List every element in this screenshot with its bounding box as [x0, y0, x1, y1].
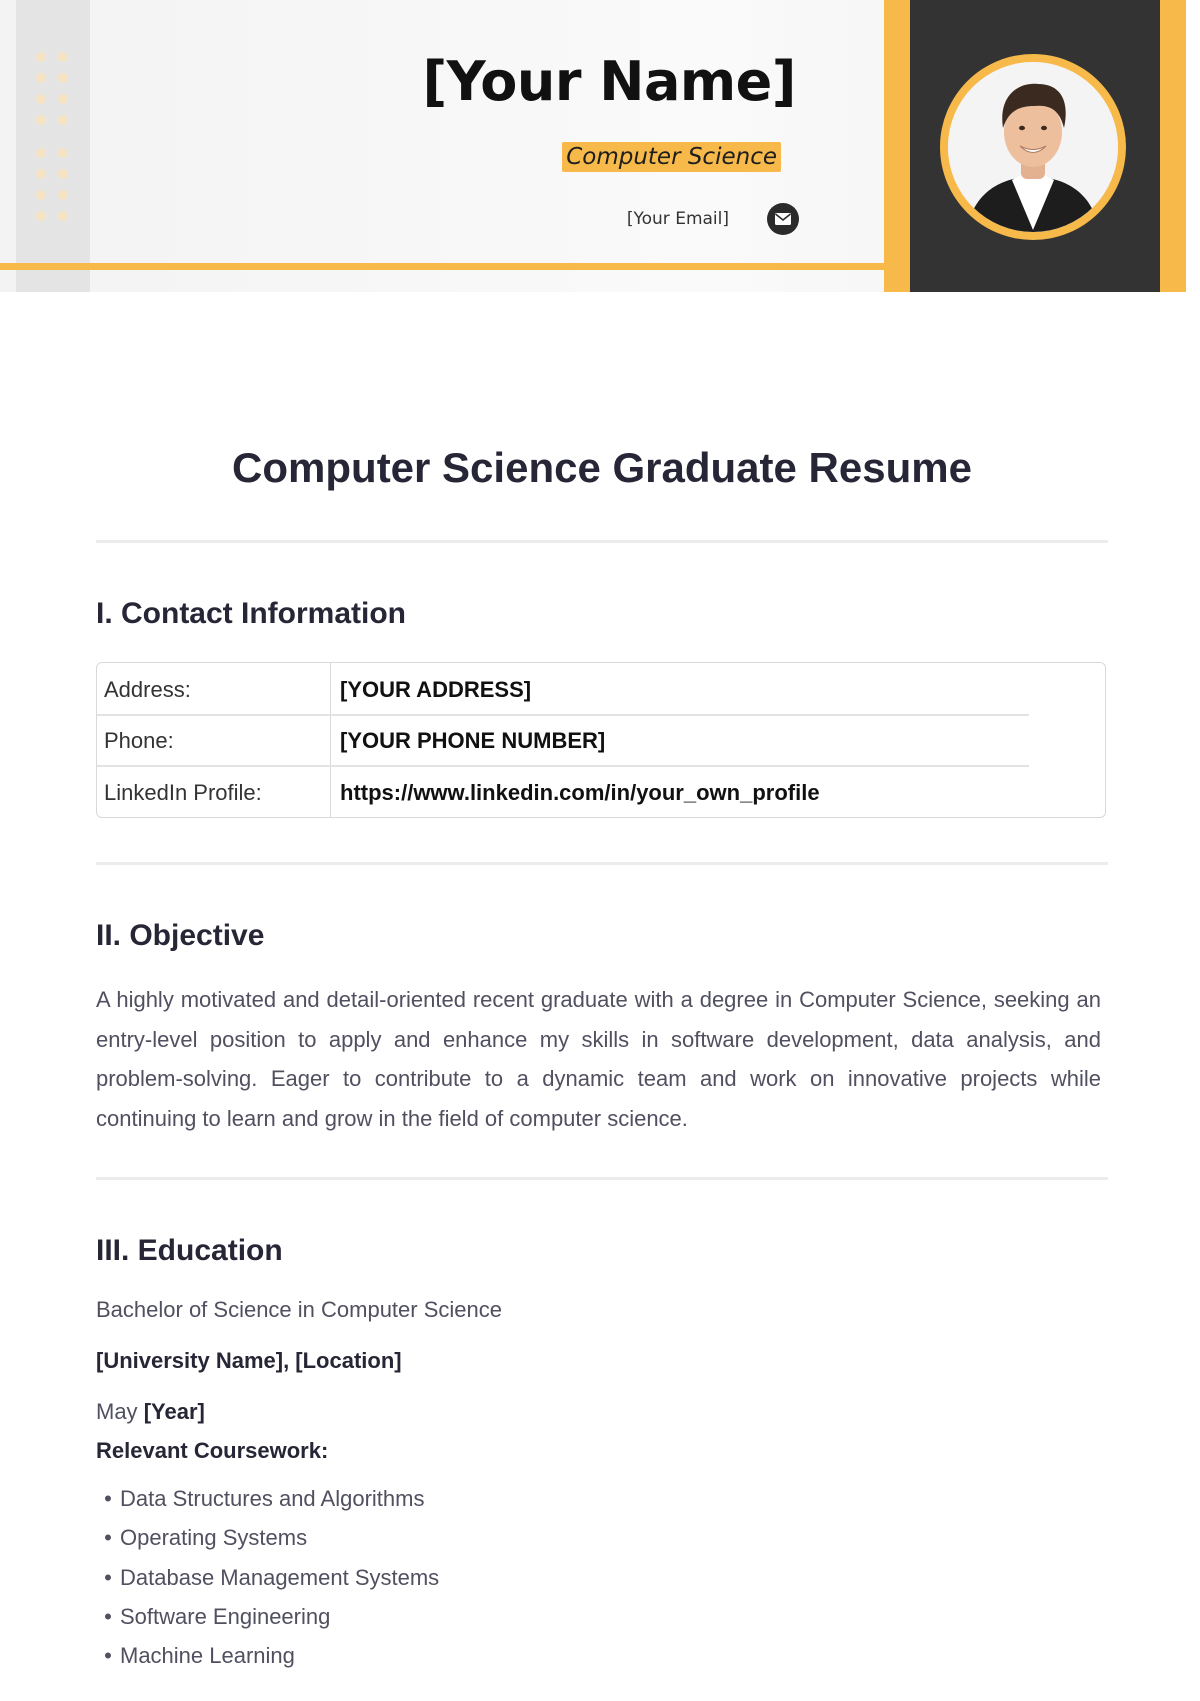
bullet: • [104, 1643, 112, 1669]
decorative-dots [36, 52, 68, 125]
linkedin-label: LinkedIn Profile: [104, 780, 262, 805]
list-item [96, 1479, 439, 1518]
email-text: [Your Email] [626, 209, 729, 229]
course-name: Database Management Systems [120, 1564, 440, 1590]
envelope-icon [767, 203, 799, 235]
contact-section-title: I. Contact Information [96, 597, 406, 630]
graduation-year: [Year] [143, 1399, 205, 1424]
university-text: [University Name], [Location] [96, 1348, 402, 1373]
list-item [96, 1597, 439, 1636]
table-row [97, 714, 1105, 766]
section-divider [96, 540, 1108, 543]
decorative-dots [36, 148, 68, 221]
objective-text: A highly motivated and detail-oriented recent graduate with a degree in Computer Science, seeking an entry-level position to apply and enhance my skills in software development, data analysis, and problem-solving. Eager to contribute to a dynamic team and work on innovative projects while continuing to learn and grow in the field of computer science. [96, 987, 1101, 1131]
table-row [97, 766, 1105, 818]
accent-line [0, 263, 885, 270]
table-row [97, 663, 1105, 715]
address-label: Address: [104, 677, 191, 702]
course-name: Operating Systems [120, 1525, 308, 1551]
decorative-strip [16, 0, 90, 292]
document-title: Computer Science Graduate Resume [232, 444, 972, 491]
bullet: • [104, 1564, 112, 1590]
degree-text: Bachelor of Science in Computer Science [96, 1297, 502, 1322]
graduation-month: May [96, 1399, 138, 1424]
address-value: [YOUR ADDRESS] [340, 677, 532, 702]
phone-value: [YOUR PHONE NUMBER] [340, 728, 606, 753]
role-badge: Computer Science [562, 142, 781, 172]
list-item [96, 1518, 439, 1557]
course-name: Data Structures and Algorithms [120, 1486, 425, 1511]
objective-section-title: II. Objective [96, 919, 265, 952]
list-item [96, 1636, 439, 1675]
education-section-title: III. Education [96, 1234, 283, 1267]
resume-header [0, 0, 1186, 292]
coursework-label: Relevant Coursework: [96, 1438, 329, 1463]
section-divider [96, 862, 1108, 865]
accent-bar [1160, 0, 1186, 292]
list-item [96, 1558, 439, 1597]
course-name: Machine Learning [120, 1643, 295, 1669]
profile-photo [948, 62, 1118, 232]
contact-table [96, 662, 1106, 818]
candidate-name: [Your Name] [422, 50, 796, 113]
avatar [940, 54, 1126, 240]
course-name: Software Engineering [120, 1603, 331, 1629]
phone-label: Phone: [104, 728, 174, 753]
bullet: • [104, 1603, 112, 1629]
section-divider [96, 1177, 1108, 1180]
graduation-date [96, 1399, 205, 1425]
bullet: • [104, 1525, 112, 1551]
bullet: • [104, 1486, 112, 1511]
linkedin-value: https://www.linkedin.com/in/your_own_profile [340, 780, 820, 805]
coursework-list [96, 1479, 439, 1675]
accent-bar [884, 0, 910, 292]
